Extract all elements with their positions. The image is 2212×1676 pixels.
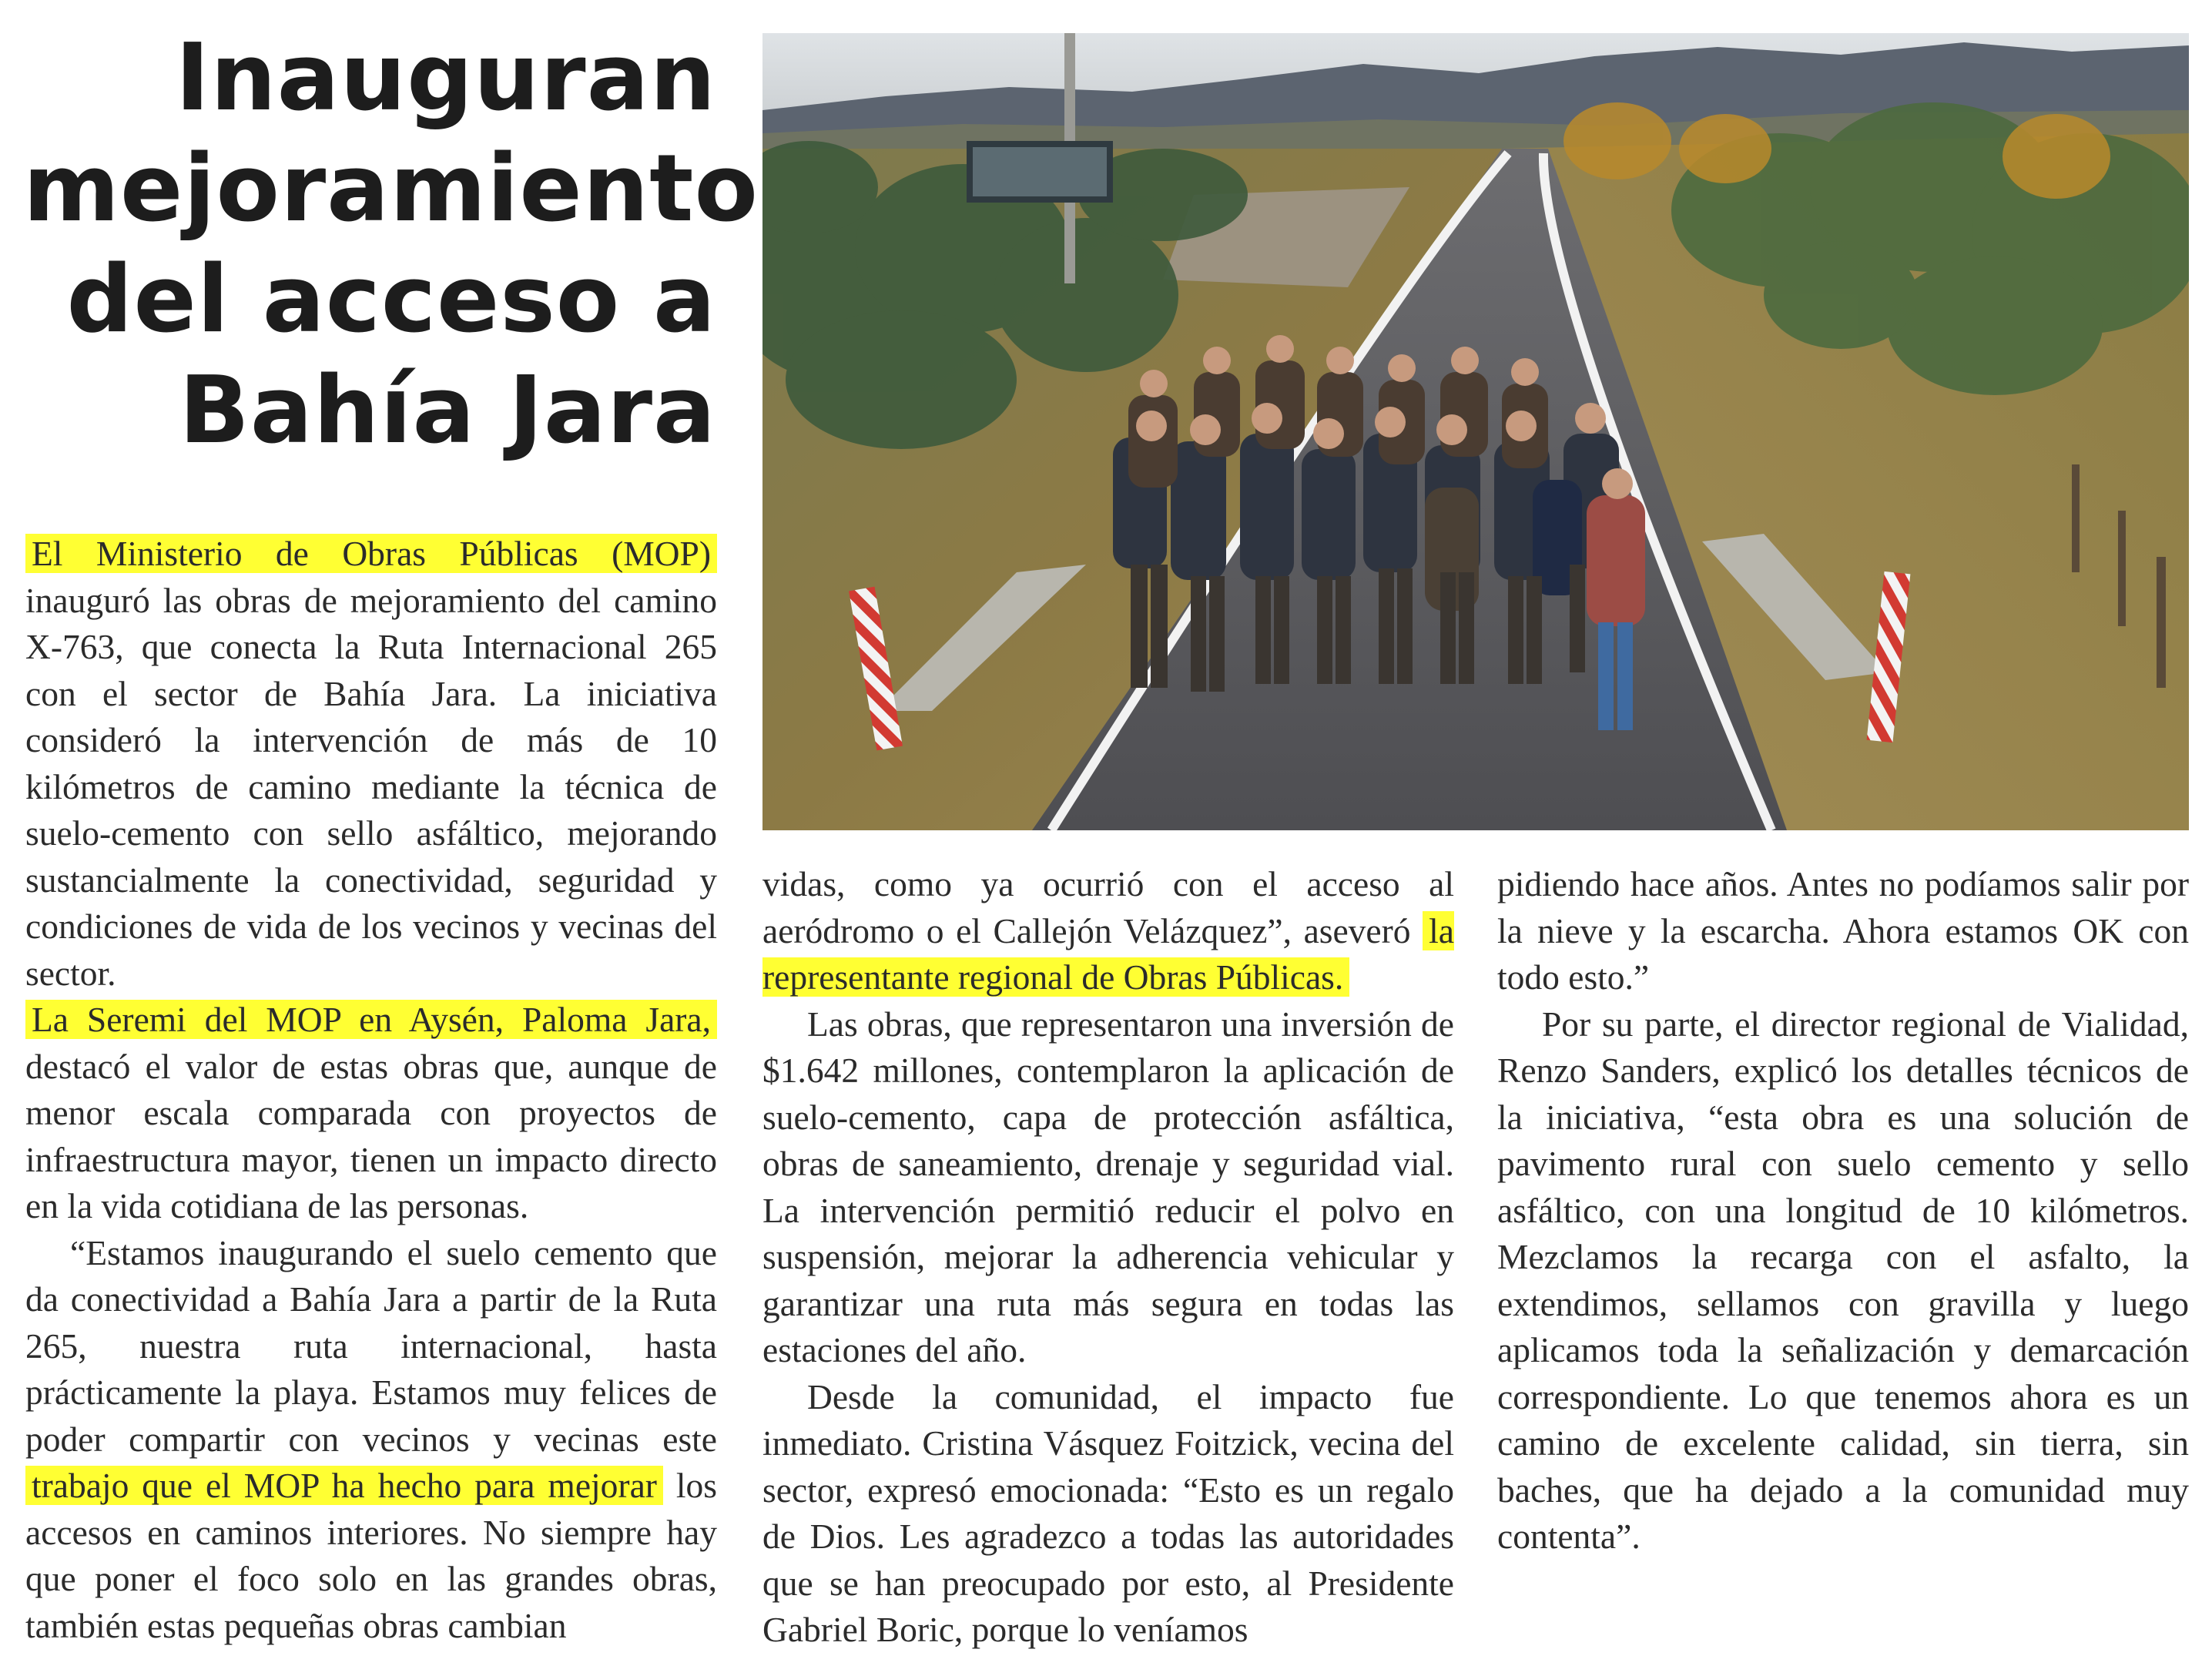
article-column-2 <box>762 861 1454 1654</box>
paragraph: Por su parte, el director regional de Vialidad, Renzo Sanders, explicó los detalles técnicos de la iniciativa, “esta obra es una solución de pavimento rural con suelo cemento y sello asfáltico, con una longitud de 10 kilómetros. Mezclamos la recarga con el asfalto, la extendimos, sellamos con gravilla y luego aplicamos toda la señalización y demarcación correspondiente. Lo que tenemos ahora es un camino de excelente calidad, sin tierra, sin baches, que ha dejado a la comunidad muy contenta”. <box>1497 1004 2189 1556</box>
paragraph <box>25 1230 717 1650</box>
paragraph-text: vidas, como ya ocurrió con el acceso al aeródromo o el Callejón Velázquez”, aseveró <box>762 864 1454 950</box>
road-sign <box>967 141 1113 203</box>
headline <box>23 23 759 467</box>
paragraph-text: “Estamos inaugurando el suelo cemento que da conectividad a Bahía Jara a partir de la Ruta 265, nuestra ruta internacional, hasta prácticamente la playa. Estamos muy felices de poder compartir con vecinos y vecinas este <box>25 1232 717 1459</box>
highlighted-text: trabajo que el MOP ha hecho para mejorar <box>25 1466 663 1505</box>
headline-line: Inauguran <box>175 25 716 132</box>
highlighted-text: El Ministerio de Obras Públicas (MOP) <box>25 534 717 573</box>
paragraph <box>762 861 1454 1001</box>
paragraph <box>25 531 717 997</box>
paragraph: Las obras, que representaron una inversión de $1.642 millones, contemplaron la aplicación de suelo-cemento, capa de protección asfáltica, obras de saneamiento, drenaje y seguridad vial. La intervención permitió reducir el polvo en suspensión, mejorar la adherencia vehicular y garantizar una ruta más segura en todas las estaciones del año. <box>762 1004 1454 1369</box>
paragraph: pidiendo hace años. Antes no podíamos salir por la nieve y la escarcha. Ahora estamos OK con todo esto.” <box>1497 864 2189 997</box>
headline-line: mejoramiento <box>23 136 759 243</box>
paragraph <box>25 997 717 1230</box>
headline-line: del acceso a <box>66 246 716 354</box>
article-column-3 <box>1497 861 2189 1560</box>
paragraph: Desde la comunidad, el impacto fue inmediato. Cristina Vásquez Foitzick, vecina del sector, expresó emocionada: “Esto es un regalo de Dios. Les agradezco a todas las autoridades que se han preocupado por esto, al Presidente Gabriel Boric, porque lo veníamos <box>762 1376 1454 1649</box>
article-photo <box>762 33 2189 830</box>
paragraph-text: los accesos en caminos interiores. No siempre hay que poner el foco solo en las grandes obras, también estas pequeñas obras cambian <box>25 1466 717 1645</box>
article-column-1 <box>25 531 717 1649</box>
paragraph-text: destacó el valor de estas obras que, aunque de menor escala comparada con proyectos de infraestructura mayor, tienen un impacto directo en la vida cotidiana de las personas. <box>25 1046 717 1225</box>
highlighted-text: la representante regional de Obras Públicas. <box>762 910 1454 997</box>
headline-line: Bahía Jara <box>179 357 716 464</box>
paragraph-text: inauguró las obras de mejoramiento del camino X-763, que conecta la Ruta Internacional 265 con el sector de Bahía Jara. La iniciativa consideró la intervención de más de 10 kilómetros de camino mediante la técnica de suelo-cemento con sello asfáltico, mejorando sustancialmente la conectividad, seguridad y condiciones de vida de los vecinos y vecinas del sector. <box>25 580 717 993</box>
highlighted-text: La Seremi del MOP en Aysén, Paloma Jara, <box>25 1000 717 1039</box>
